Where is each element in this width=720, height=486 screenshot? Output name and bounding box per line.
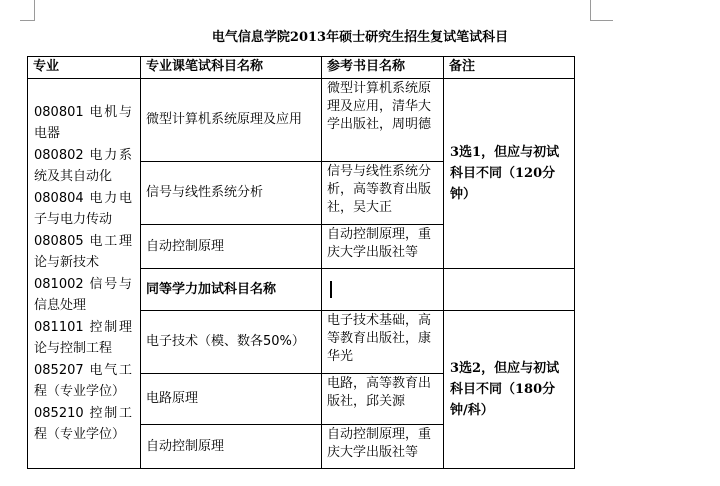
equivalent-subjects-header: 同等学力加试科目名称 [141, 269, 322, 311]
exam-subjects-table [27, 56, 575, 469]
major-item: 080802 电力系统及其自动化 [34, 147, 132, 184]
note-cell-group1: 3选1，但应与初试科目不同（120分钟） [444, 79, 575, 269]
equivalent-reference-empty-cell[interactable] [322, 269, 444, 311]
major-item: 081101 控制理论与控制工程 [34, 319, 132, 356]
header-major: 专业 [28, 57, 141, 79]
reference-cell: 电路，高等教育出版社，邱关源 [322, 374, 444, 425]
major-item: 085210 控制工程（专业学位） [34, 405, 132, 442]
header-subject: 专业课笔试科目名称 [141, 57, 322, 79]
subject-cell: 电子技术（模、数各50%） [141, 311, 322, 374]
reference-cell: 自动控制原理，重庆大学出版社等 [322, 425, 444, 469]
reference-cell: 信号与线性系统分析，高等教育出版社，吴大正 [322, 162, 444, 225]
page-corner-mark-left [20, 0, 35, 21]
reference-cell: 微型计算机系统原理及应用，清华大学出版社，周明德 [322, 79, 444, 162]
reference-cell: 自动控制原理，重庆大学出版社等 [322, 225, 444, 269]
note-cell-group2: 3选2，但应与初试科目不同（180分钟/科） [444, 311, 575, 469]
header-reference: 参考书目名称 [322, 57, 444, 79]
equivalent-note-empty-cell [444, 269, 575, 311]
subject-cell: 自动控制原理 [141, 425, 322, 469]
major-item: 085207 电气工程（专业学位） [34, 362, 132, 399]
reference-cell: 电子技术基础，高等教育出版社，康华光 [322, 311, 444, 374]
major-item: 080804 电力电子与电力传动 [34, 190, 132, 227]
subject-cell: 电路原理 [141, 374, 322, 425]
major-item: 080801 电机与电器 [34, 104, 132, 141]
major-item: 080805 电工理论与新技术 [34, 233, 132, 270]
document-title: 电气信息学院2013年硕士研究生招生复试笔试科目 [211, 30, 509, 45]
majors-cell [28, 79, 141, 469]
table-header-row [28, 57, 575, 79]
subject-cell: 信号与线性系统分析 [141, 162, 322, 225]
page-corner-mark-right [590, 0, 613, 21]
subject-cell: 自动控制原理 [141, 225, 322, 269]
table-row [28, 79, 575, 162]
header-note: 备注 [444, 57, 575, 79]
text-cursor [330, 281, 332, 298]
major-item: 081002 信号与信息处理 [34, 276, 132, 313]
subject-cell: 微型计算机系统原理及应用 [141, 79, 322, 162]
